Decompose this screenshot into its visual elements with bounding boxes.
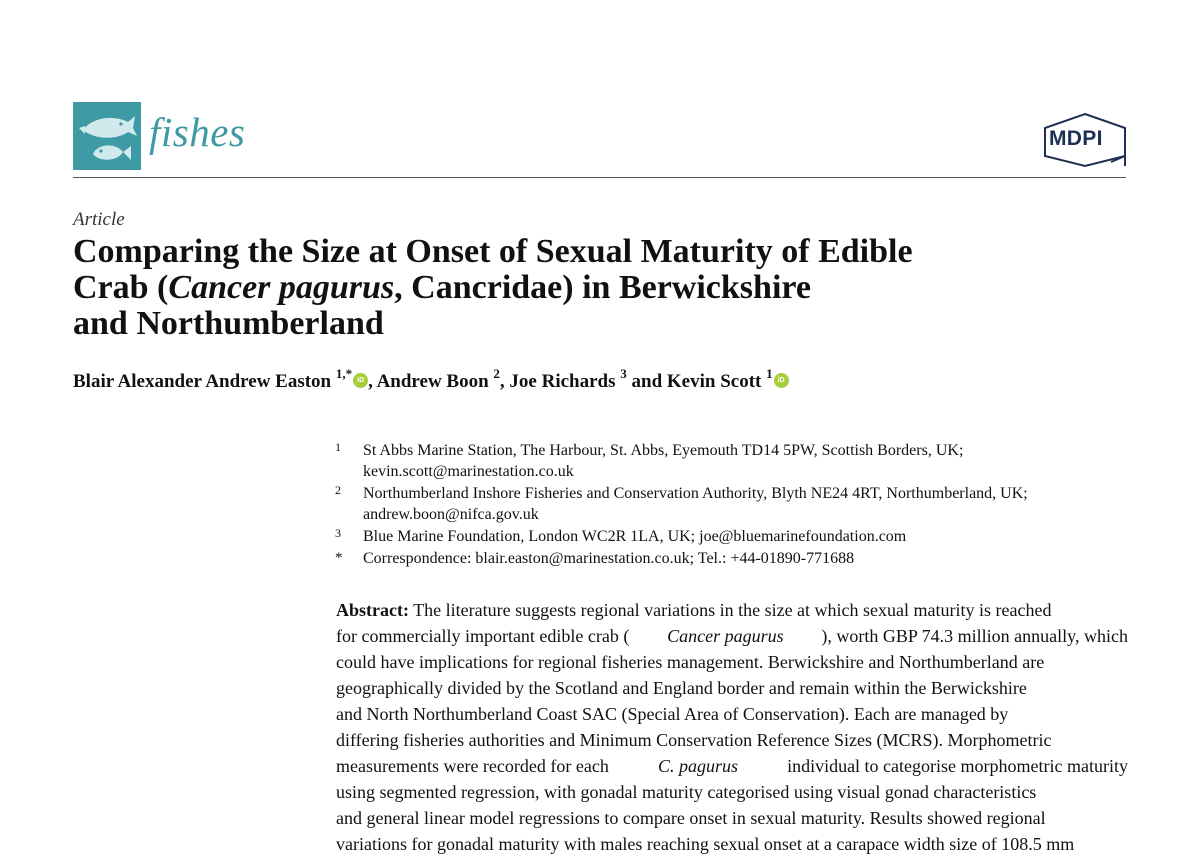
abstract-text: The literature suggests regional variations in the size at which sexual maturity is reached (413, 600, 1052, 620)
abstract (336, 597, 1128, 857)
author-affiliation-mark: 1,* (335, 365, 353, 381)
author-name[interactable]: Blair Alexander Andrew Easton (73, 371, 332, 392)
affiliation-text: Blue Marine Foundation, London WC2R 1LA, UK; joe@bluemarinefoundation.com (363, 528, 907, 545)
author-name[interactable]: Joe Richards (509, 371, 616, 392)
correspondence-mark: * (335, 550, 343, 566)
abstract-line: and North Northumberland Coast SAC (Special Area of Conservation). Each are managed by (336, 704, 1009, 724)
abstract-line: variations for gonadal maturity with males reaching sexual onset at a carapace width size of 108.5 mm (336, 834, 1075, 854)
abstract-line: and general linear model regressions to compare onset in sexual maturity. Results showed regional (336, 808, 1046, 828)
affiliation-mark: 1 (335, 440, 341, 454)
affiliation-mark: 2 (335, 483, 341, 497)
abstract-line (336, 597, 1128, 623)
title-text: , Cancridae) in Berwickshire (394, 269, 811, 306)
abstract-line: could have implications for regional fisheries management. Berwickshire and Northumberland are (336, 652, 1045, 672)
species-name: C. pagurus (657, 756, 738, 776)
fish-icon (73, 102, 141, 170)
article-type: Article (73, 209, 125, 230)
affiliation-text: St Abbs Marine Station, The Harbour, St. Abbs, Eyemouth TD14 5PW, Scottish Borders, UK; (363, 442, 964, 459)
affiliation-email[interactable]: andrew.boon@nifca.gov.uk (363, 506, 539, 523)
affiliation-mark: 3 (335, 526, 341, 540)
abstract-line: for commercially important edible crab ( Cancer pagurus ), worth GBP 74.3 million annually, which (336, 623, 1128, 649)
author-separator: , (368, 371, 377, 392)
author-name[interactable]: Kevin Scott (666, 371, 762, 392)
species-name: Cancer pagurus (168, 269, 395, 306)
journal-name: fishes (149, 109, 246, 155)
orcid-icon[interactable]: iD (774, 373, 789, 388)
publisher-name: MDPI (1049, 127, 1103, 150)
species-name: Cancer pagurus (667, 626, 784, 646)
article-title (73, 234, 1133, 342)
author-list (73, 365, 789, 393)
abstract-line: using segmented regression, with gonadal maturity categorised using visual gonad characteristics (336, 782, 1037, 802)
title-line: Comparing the Size at Onset of Sexual Maturity of Edible (73, 233, 913, 270)
affiliation-text: Northumberland Inshore Fisheries and Conservation Authority, Blyth NE24 4RT, Northumberland, UK; (363, 485, 1028, 502)
title-line (73, 270, 1133, 306)
abstract-line: geographically divided by the Scotland and England border and remain within the Berwickshire (336, 678, 1027, 698)
title-text: Crab ( (73, 269, 169, 306)
author-affiliation-mark: 2 (493, 365, 500, 381)
abstract-line: differing fisheries authorities and Minimum Conservation Reference Sizes (MCRS). Morphometric (336, 730, 1052, 750)
abstract-line: measurements were recorded for each C. pagurus individual to categorise morphometric maturity (336, 753, 1128, 779)
header-divider (73, 177, 1126, 178)
orcid-icon[interactable]: iD (353, 373, 368, 388)
correspondence-text: Correspondence: blair.easton@marinestation.co.uk; Tel.: +44-01890-771688 (363, 550, 855, 567)
abstract-label: Abstract: (336, 600, 409, 620)
affiliation-email[interactable]: kevin.scott@marinestation.co.uk (363, 463, 574, 480)
journal-logo (73, 102, 141, 170)
author-separator: and (626, 371, 667, 392)
author-affiliation-mark: 3 (620, 365, 627, 381)
title-line: and Northumberland (73, 305, 384, 342)
author-separator: , (499, 371, 510, 392)
author-affiliation-mark: 1 (766, 365, 773, 381)
author-name[interactable]: Andrew Boon (376, 371, 489, 392)
